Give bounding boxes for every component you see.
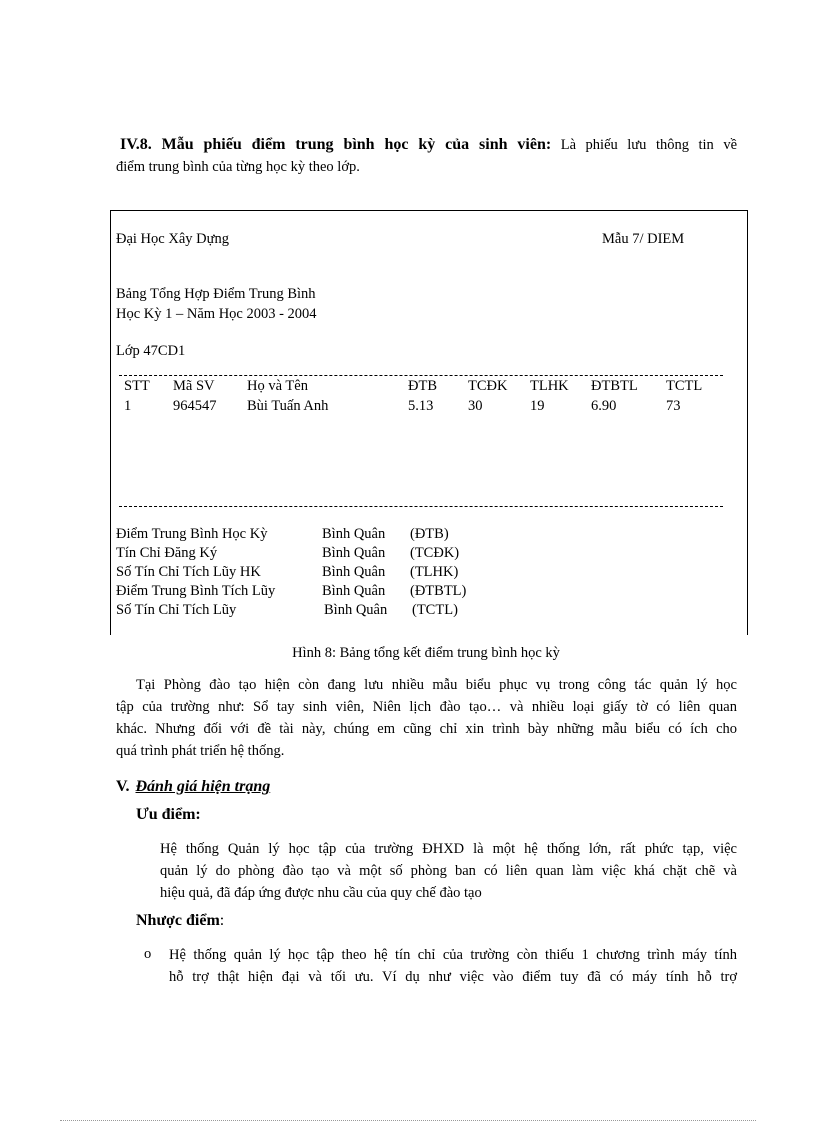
legend-abbr: (TLHK) xyxy=(410,564,459,580)
cell-tlhk: 19 xyxy=(530,398,545,414)
col-header-tcdk: TCĐK xyxy=(468,378,508,394)
legend-abbr: (TCĐK) xyxy=(410,545,460,561)
bullet-icon: o xyxy=(144,946,152,962)
col-header-full-name: Họ và Tên xyxy=(247,378,308,394)
section-iv8-desc-line2: điểm trung bình của từng học kỳ theo lớp. xyxy=(116,159,360,175)
cell-full-name: Bùi Tuấn Anh xyxy=(247,398,329,414)
cell-stt: 1 xyxy=(124,398,132,414)
paragraph-line: quá trình phát triển hệ thống. xyxy=(116,743,285,759)
section-iv8-desc-line1: Là phiếu lưu thông tin về xyxy=(560,137,738,153)
col-header-student-id: Mã SV xyxy=(173,378,215,394)
col-header-dtbtl: ĐTBTL xyxy=(591,378,638,394)
cell-student-id: 964547 xyxy=(173,398,217,414)
page-footer-rule xyxy=(60,1120,756,1121)
form-code: Mẫu 7/ DIEM xyxy=(602,231,685,247)
legend-name: Điểm Trung Bình Tích Lũy xyxy=(116,583,276,599)
legend-abbr: (ĐTBTL) xyxy=(410,583,467,599)
advantages-heading: Ưu điểm: xyxy=(136,806,201,823)
form-university: Đại Học Xây Dựng xyxy=(116,231,229,247)
col-header-tctl: TCTL xyxy=(666,378,703,394)
section-v-title: Đánh giá hiện trạng xyxy=(135,778,271,795)
section-v-number: V. xyxy=(116,778,130,795)
col-header-dtb: ĐTB xyxy=(408,378,437,394)
legend-type: Bình Quân xyxy=(324,602,388,618)
paragraph-line: tập của trường như: Sổ tay sinh viên, Niên lịch đào tạo… và nhiều loại giấy tờ có liên quan xyxy=(116,699,737,715)
table-top-divider xyxy=(119,375,723,376)
disadvantages-line: hỗ trợ thật hiện đại và tối ưu. Ví dụ như việc vào điểm tuy đã có máy tính hỗ trợ xyxy=(169,969,737,985)
legend-type: Bình Quân xyxy=(322,526,386,542)
disadvantages-heading xyxy=(136,912,224,930)
legend-type: Bình Quân xyxy=(322,545,386,561)
disadvantages-heading-text: Nhược điểm xyxy=(136,912,220,929)
form-title-line2: Học Kỳ 1 – Năm Học 2003 - 2004 xyxy=(116,306,317,322)
cell-tctl: 73 xyxy=(666,398,681,414)
col-header-stt: STT xyxy=(124,378,150,394)
advantages-line: quản lý do phòng đào tạo và một số phòng ban có liên quan làm việc khá chặt chẽ và xyxy=(160,863,737,879)
disadvantages-line: Hệ thống quản lý học tập theo hệ tín chỉ của trường còn thiếu 1 chương trình máy tính xyxy=(169,947,737,963)
legend-abbr: (TCTL) xyxy=(412,602,458,618)
section-iv8-intro xyxy=(120,134,737,156)
legend-type: Bình Quân xyxy=(322,583,386,599)
score-summary-form xyxy=(110,210,748,635)
section-v-heading xyxy=(116,778,270,796)
col-header-tlhk: TLHK xyxy=(530,378,569,394)
legend-name: Tín Chỉ Đăng Ký xyxy=(116,545,218,561)
legend-name: Số Tín Chỉ Tích Lũy HK xyxy=(116,564,261,580)
form-class-label: Lớp 47CD1 xyxy=(116,343,186,359)
figure-caption: Hình 8: Bảng tổng kết điểm trung bình học kỳ xyxy=(292,645,560,661)
disadvantages-heading-colon: : xyxy=(219,912,225,929)
legend-name: Số Tín Chỉ Tích Lũy xyxy=(116,602,237,618)
form-title-line1: Bảng Tổng Hợp Điểm Trung Bình xyxy=(116,286,316,302)
cell-tcdk: 30 xyxy=(468,398,483,414)
legend-type: Bình Quân xyxy=(322,564,386,580)
cell-dtb: 5.13 xyxy=(408,398,434,414)
legend-abbr: (ĐTB) xyxy=(410,526,449,542)
table-bottom-divider xyxy=(119,506,723,507)
advantages-line: hiệu quả, đã đáp ứng được nhu cầu của quy chế đào tạo xyxy=(160,885,482,901)
paragraph-line: Tại Phòng đào tạo hiện còn đang lưu nhiều mẫu biểu phục vụ trong công tác quản lý học xyxy=(136,677,737,693)
section-iv8-heading: IV.8. Mẫu phiếu điểm trung bình học kỳ của sinh viên: xyxy=(120,136,552,153)
cell-dtbtl: 6.90 xyxy=(591,398,617,414)
legend-name: Điểm Trung Bình Học Kỳ xyxy=(116,526,268,542)
advantages-line: Hệ thống Quản lý học tập của trường ĐHXD là một hệ thống lớn, rất phức tạp, việc xyxy=(160,841,737,857)
paragraph-line: khác. Nhưng đối với đề tài này, chúng em cũng chỉ xin trình bày những mẫu biểu có ích cho xyxy=(116,721,737,737)
